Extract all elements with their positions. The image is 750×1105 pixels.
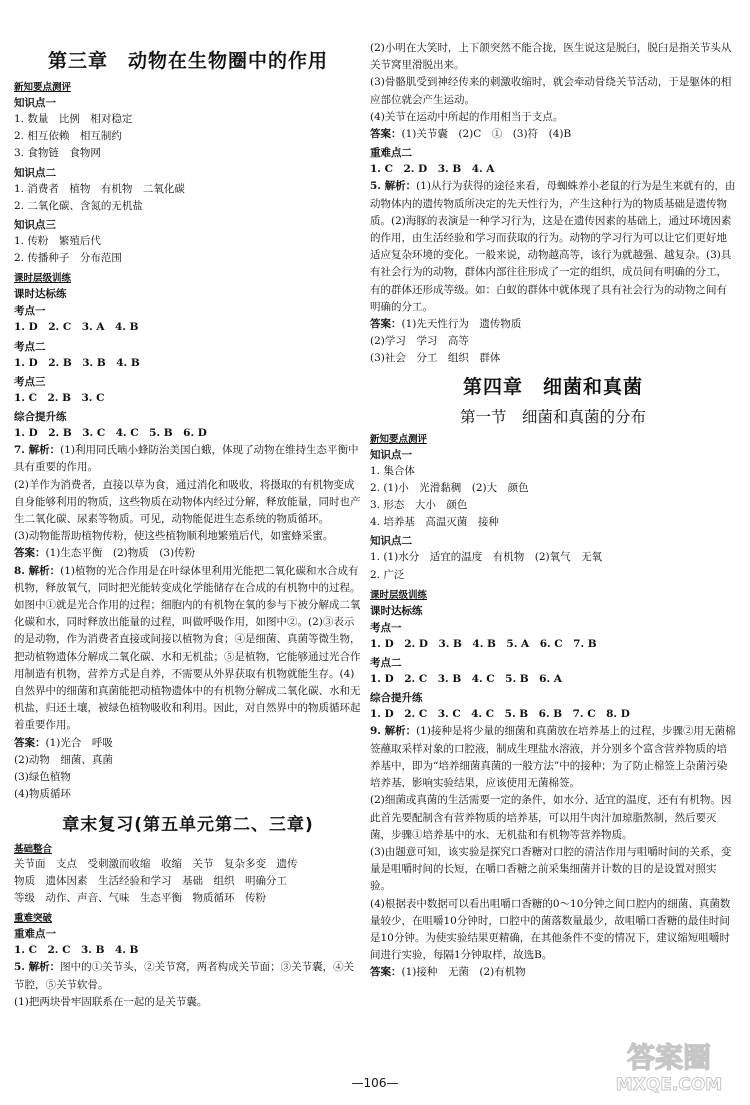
- test-point-heading: 考点二: [370, 657, 402, 670]
- answer-line: 答案：(1)光合 呼吸: [14, 736, 113, 749]
- explanation-paragraph: 7. 解析：(1)利用同氏啮小蜂防治美国白蛾，体现了动物在维持生态平衡中具有重要的作用。: [14, 444, 359, 474]
- explanation-paragraph: (4)关节在运动中所起的作用相当于支点。: [370, 110, 564, 123]
- section-tag: 新知要点测评: [370, 433, 428, 445]
- knowledge-point-heading: 知识点一: [370, 448, 412, 461]
- explanation-paragraph: 9. 解析：(1)接种是将少量的细菌和真菌放在培养基上的过程，步骤②用无菌棉签蘸取采样对象的口腔液，制成生理盐水溶液，并分别多个富含营养物质的培养基中，即为“培养细菌真菌的一般方法”中的接种；为了防止棉签上杂菌污染培养基，影响实验结果，应该使用无菌棉签。: [370, 725, 736, 790]
- answer-line: 3. 食物链 食物网: [14, 147, 101, 160]
- explanation-paragraph: (1)把两块骨牢固联系在一起的是关节囊。: [14, 995, 208, 1008]
- left-column: [14, 46, 362, 1011]
- answer-line: 2. 广泛: [370, 568, 405, 581]
- explanation-paragraph: 8. 解析：(1)植物的光合作用是在叶绿体里利用光能把二氧化碳和水合成有机物，释放氧气，同时把光能转变成化学能储存在合成的有机物中的过程。如图中①就是光合作用的过程；细胞内的有机物在氧的参与下被分解成二氧化碳和水，同时释放出能量的过程，叫做呼吸作用，如图中②。(2)③表示的是动物，作为消费者直接或间接以植物为食；④是细菌、真菌等微生物，把动植物遗体分解成二氧化碳、水和无机盐；⑤是植物，它能够通过光合作用制造有机物，营养方式是自养，不需要从外界获取有机物就能生存。(4)自然界中的细菌和真菌能把动植物遗体中的有机物分解成二氧化碳、水和无机盐，归还土壤，被绿色植物吸收和利用。因此，对自然界中的物质循环起着重要作用。: [14, 564, 361, 732]
- knowledge-point-heading: 知识点二: [14, 166, 56, 179]
- explanation-paragraph: (2)小明在大笑时，上下颌突然不能合拢，医生说这是脱臼，脱臼是指关节头从关节窝里滑脱出来。: [370, 42, 732, 72]
- right-column: [370, 40, 736, 982]
- answer-line: 1. D 2. B 3. C 4. C 5. B 6. D: [14, 427, 207, 440]
- answer-line: 1. 消费者 植物 有机物 二氧化碳: [14, 182, 185, 195]
- watermark-url: MXQE.COM: [615, 1075, 723, 1095]
- knowledge-point-heading: 知识点一: [14, 97, 56, 109]
- answer-line: 1. D 2. C 3. A 4. B: [14, 321, 139, 334]
- practice-heading: 综合提升练: [370, 692, 423, 705]
- answer-line: 1. (1)水分 适宜的温度 有机物 (2)氧气 无氧: [370, 551, 603, 564]
- answer-line: 2. 相互依赖 相互制约: [14, 130, 122, 143]
- key-point-heading: 重难点二: [370, 147, 412, 160]
- explanation-paragraph: 5. 解析：(1)从行为获得的途径来看，母蜘蛛养小老鼠的行为是生来就有的，由动物体内的遗传物质所决定的先天性行为，产生这种行为的物质基础是遗传物质。(2)海豚的表演是一种学习行为，这是在遗传因素的基础上，通过环境因素的作用，由生活经验和学习而获取的行为。动物的学习行为可以让它们更好地适应复杂环境的变化。一般来说，动物越高等，该行为就越强、越复杂。(3)具有社会行为的动物，群体内部往往形成了一定的组织，成员间有明确的分工，有的群体还形成等级。如：白蚁的群体中就体现了具有社会行为的动物之间有明确的分工。: [370, 180, 736, 313]
- answer-line: 1. D 2. D 3. B 4. B 5. A 6. C 7. B: [370, 637, 597, 650]
- section-tag: 新知要点测评: [14, 82, 72, 93]
- explanation-paragraph: (3)骨骼肌受到神经传来的刺激收缩时，就会牵动骨绕关节活动，于是躯体的相应部位就会产生运动。: [370, 76, 732, 106]
- answer-line: 等级 动作、声音、气味 生态平衡 物质循环 传粉: [14, 891, 266, 904]
- answer-line: 4. 培养基 高温灭菌 接种: [370, 516, 499, 529]
- test-point-heading: 考点一: [370, 621, 402, 634]
- answer-line: 答案：(1)生态平衡 (2)物质 (3)传粉: [14, 547, 196, 560]
- explanation-paragraph: (2)羊作为消费者，直接以草为食，通过消化和吸收，将摄取的有机物变成自身能够利用的物质，这些物质在动物体内经过分解，释放能量，同时也产生二氧化碳、尿素等物质。可见，动物能促进生态系统的物质循环。: [14, 478, 361, 526]
- answer-line: (2)动物 细菌、真菌: [14, 753, 113, 766]
- answer-line: (2)学习 学习 高等: [370, 335, 469, 348]
- answer-line: 1. D 2. B 3. B 4. B: [14, 356, 140, 369]
- answer-line: (3)社会 分工 组织 群体: [370, 352, 501, 365]
- answer-line: (4)物质循环: [14, 788, 71, 801]
- answer-line: 1. D 2. C 3. B 4. C 5. B 6. A: [370, 673, 562, 686]
- answer-line: 答案：(1)先天性行为 遗传物质: [370, 318, 522, 331]
- section-tag: 课时层级训练: [370, 589, 428, 601]
- answer-line: 答案：(1)接种 无菌 (2)有机物: [370, 966, 526, 979]
- answer-line: (3)绿色植物: [14, 771, 71, 784]
- answer-line: 3. 形态 大小 颜色: [370, 499, 468, 512]
- answer-line: 关节面 支点 受刺激而收缩 收缩 关节 复杂多变 遗传: [14, 857, 298, 870]
- section-tag: 重难突破: [14, 913, 53, 925]
- answer-line: 答案：(1)关节囊 (2)C ① (3)符 (4)B: [370, 128, 572, 141]
- page-number: —106—: [351, 1076, 399, 1090]
- chapter-3-title: 第三章 动物在生物圈中的作用: [47, 50, 328, 72]
- answer-line: 1. C 2. D 3. B 4. A: [370, 163, 495, 176]
- test-point-heading: 考点三: [14, 375, 46, 388]
- knowledge-point-heading: 知识点三: [14, 219, 56, 232]
- section-title: 第一节 细菌和真菌的分布: [459, 407, 646, 426]
- practice-heading: 课时达标练: [370, 604, 423, 617]
- explanation-paragraph: (3)动物能帮助植物传粉，使这些植物顺利地繁殖后代，如蜜蜂采蜜。: [14, 530, 334, 543]
- watermark-logo: [597, 1035, 742, 1097]
- section-tag: 基础整合: [14, 843, 53, 855]
- watermark-text: 答案圈: [626, 1041, 712, 1074]
- answer-line: 2. 传播种子 分布范围: [14, 252, 122, 265]
- answer-line: 2. (1)小 光滑黏稠 (2)大 颜色: [370, 481, 529, 494]
- answer-line: 物质 遗体因素 生活经验和学习 基础 组织 明确分工: [14, 874, 287, 887]
- key-point-heading: 重难点一: [14, 928, 56, 941]
- section-tag: 课时层级训练: [14, 273, 72, 285]
- answer-line: 1. C 2. B 3. C: [14, 391, 105, 404]
- chapter-review-title: 章末复习(第五单元第二、三章): [62, 814, 314, 835]
- chapter-4-title: 第四章 细菌和真菌: [462, 375, 643, 398]
- explanation-paragraph: (3)由题意可知，该实验是探究口香糖对口腔的清洁作用与咀嚼时间的关系，变量是咀嚼时间的长短，在嚼口香糖之前采集细菌并计数的目的是设置对照实验。: [370, 845, 732, 893]
- knowledge-point-heading: 知识点二: [370, 535, 412, 548]
- answer-line: 1. C 2. C 3. B 4. B: [14, 944, 139, 957]
- test-point-heading: 考点二: [14, 340, 46, 353]
- explanation-paragraph: 5. 解析：图中的①关节头，②关节窝，两者构成关节面；③关节囊，④关节腔，⑤关节软骨。: [14, 961, 355, 991]
- test-point-heading: 考点一: [14, 305, 46, 318]
- answer-line: 2. 二氧化碳、含氮的无机盐: [14, 199, 143, 212]
- explanation-paragraph: (4)根据表中数据可以看出咀嚼口香糖的0～10分钟之间口腔内的细菌、真菌数量较少，在咀嚼10分钟时，口腔中的菌落数量最少，故咀嚼口香糖的最佳时间是10分钟。为使实验结果更精确，在其他条件不变的情况下，建议缩短咀嚼时间进行实验，每隔1分钟取样，故选B。: [370, 897, 731, 962]
- practice-heading: 课时达标练: [14, 288, 67, 301]
- answer-line: 1. 数量 比例 相对稳定: [14, 113, 133, 125]
- explanation-paragraph: (2)细菌或真菌的生活需要一定的条件，如水分、适宜的温度，还有有机物。因此首先要配制含有营养物质的培养基，可以用牛肉汁加琼脂熬制，然后要灭菌，步骤①培养基中的水、无机盐和有机物等营养物质。: [370, 794, 732, 841]
- answer-line: 1. D 2. C 3. C 4. C 5. B 6. B 7. C 8. D: [370, 708, 630, 721]
- answer-line: 1. 集合体: [370, 464, 415, 477]
- answer-line: 1. 传粉 繁殖后代: [14, 235, 101, 248]
- practice-heading: 综合提升练: [14, 411, 67, 424]
